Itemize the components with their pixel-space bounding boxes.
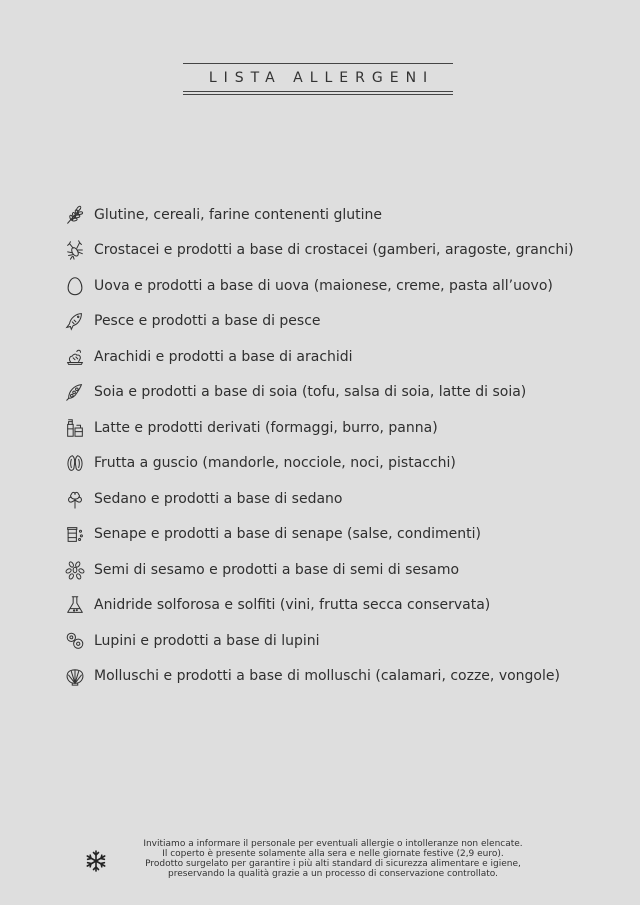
- allergen-label: Crostacei e prodotti a base di crostacei (gamberi, aragoste, granchi): [94, 242, 574, 259]
- list-item: [64, 446, 624, 482]
- footer-notes: [112, 839, 554, 879]
- wheat-icon: [64, 204, 86, 226]
- allergen-label: Soia e prodotti a base di soia (tofu, salsa di soia, latte di soia): [94, 384, 527, 401]
- page-title: LISTA ALLERGENI: [208, 70, 435, 86]
- sesame-icon: [64, 559, 86, 581]
- shell-icon: [64, 665, 86, 687]
- allergen-label: Anidride solforosa e solfiti (vini, frutta secca conservata): [94, 597, 491, 614]
- allergen-label: Molluschi e prodotti a base di molluschi (calamari, cozze, vongole): [94, 668, 560, 685]
- list-item: [64, 623, 624, 659]
- bottom-rule-1: [183, 91, 453, 92]
- allergen-label: Semi di sesamo e prodotti a base di semi di sesamo: [94, 561, 460, 578]
- lobster-icon: [64, 239, 86, 261]
- celery-icon: [64, 488, 86, 510]
- allergen-label: Arachidi e prodotti a base di arachidi: [94, 348, 353, 365]
- list-item: [64, 339, 624, 375]
- allergen-label: Glutine, cereali, farine contenenti glutine: [94, 206, 383, 223]
- allergen-label: Sedano e prodotti a base di sedano: [94, 490, 343, 507]
- bottom-rule-2: [183, 94, 453, 95]
- list-item: [64, 552, 624, 588]
- footer-note: Il coperto è presente solamente alla sera e nelle giornate festive (2,9 euro).: [162, 849, 504, 859]
- mustard-icon: [64, 523, 86, 545]
- egg-icon: [64, 275, 86, 297]
- peanut-icon: [64, 346, 86, 368]
- list-item: [64, 517, 624, 553]
- allergen-label: Frutta a guscio (mandorle, nocciole, noci, pistacchi): [94, 455, 456, 472]
- flask-icon: [64, 594, 86, 616]
- snowflake-icon: [84, 849, 108, 873]
- list-item: [64, 304, 624, 340]
- list-item: [64, 588, 624, 624]
- list-item: [64, 268, 624, 304]
- allergen-label: Senape e prodotti a base di senape (salse, condimenti): [94, 526, 481, 543]
- list-item: [64, 659, 624, 695]
- allergen-label: Lupini e prodotti a base di lupini: [94, 632, 320, 649]
- milk-icon: [64, 417, 86, 439]
- nut-icon: [64, 452, 86, 474]
- allergen-label: Uova e prodotti a base di uova (maionese, creme, pasta all’uovo): [94, 277, 553, 294]
- footer-note: Prodotto surgelato per garantire i più alti standard di sicurezza alimentare e igiene,: [145, 859, 521, 869]
- footer-note: Invitiamo a informare il personale per eventuali allergie o intolleranze non elencate.: [143, 839, 523, 849]
- list-item: [64, 481, 624, 517]
- lupin-icon: [64, 630, 86, 652]
- list-item: [64, 233, 624, 269]
- list-item: [64, 197, 624, 233]
- list-item: [64, 410, 624, 446]
- fish-icon: [64, 310, 86, 332]
- list-item: [64, 375, 624, 411]
- page-header: [183, 63, 453, 95]
- allergen-list: [64, 197, 624, 694]
- footer: [84, 839, 554, 879]
- allergen-label: Latte e prodotti derivati (formaggi, burro, panna): [94, 419, 438, 436]
- footer-note: preservando la qualità grazie a un processo di conservazione controllato.: [168, 869, 498, 879]
- allergen-label: Pesce e prodotti a base di pesce: [94, 313, 321, 330]
- soy-icon: [64, 381, 86, 403]
